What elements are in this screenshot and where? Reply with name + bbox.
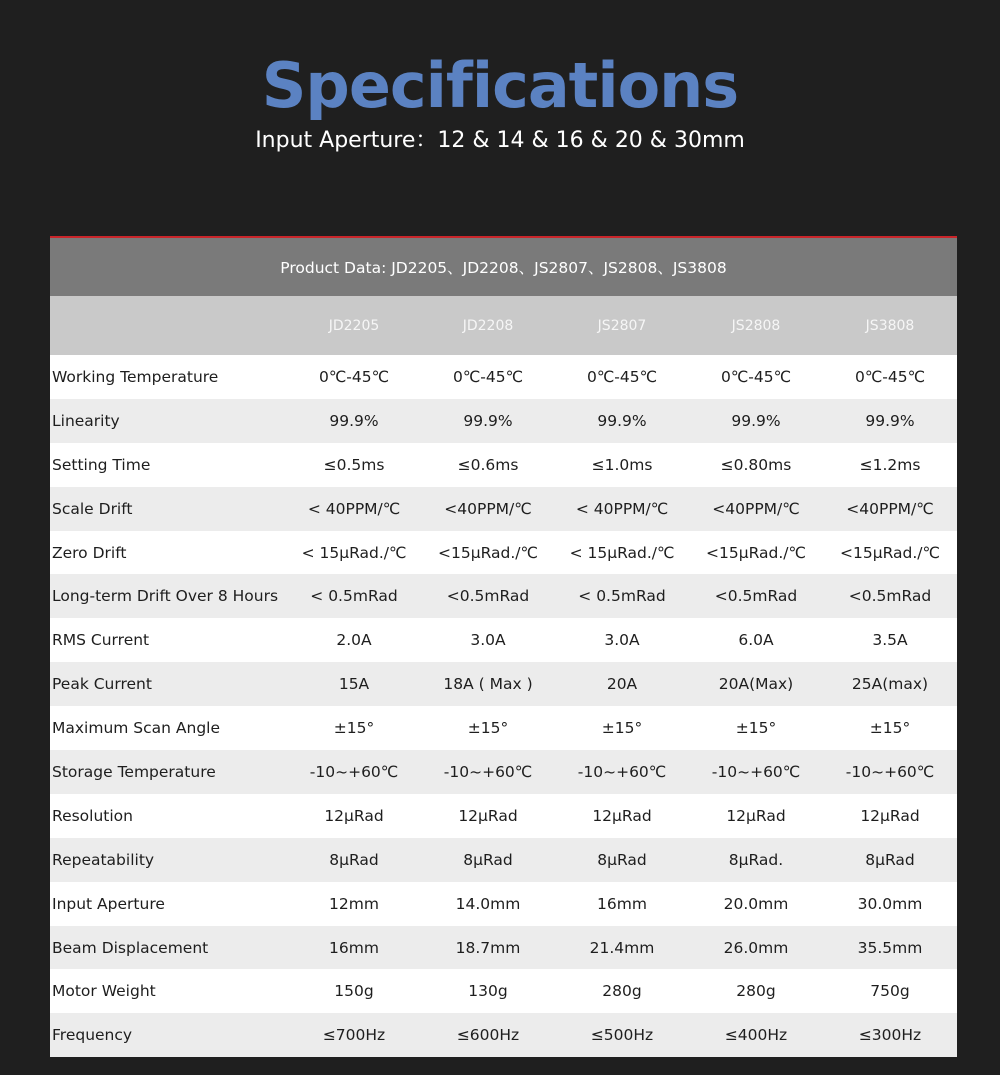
spec-table bbox=[50, 236, 957, 1057]
table-cell: 99.9% bbox=[865, 411, 915, 430]
table-cell: 8μRad bbox=[329, 850, 379, 869]
table-cell: 12μRad bbox=[726, 806, 786, 825]
table-cell: 0℃-45℃ bbox=[587, 367, 657, 386]
table-cell: 14.0mm bbox=[455, 894, 521, 913]
table-cell: 16mm bbox=[597, 894, 647, 913]
table-row bbox=[50, 838, 957, 882]
page-title: Specifications bbox=[261, 49, 739, 122]
table-cell: 99.9% bbox=[597, 411, 647, 430]
table-cell: 750g bbox=[870, 982, 910, 1001]
table-row bbox=[50, 443, 957, 487]
table-cell: -10~+60℃ bbox=[443, 762, 533, 781]
row-label: Repeatability bbox=[52, 850, 155, 869]
table-cell: -10~+60℃ bbox=[309, 762, 399, 781]
table-cell: ≤500Hz bbox=[590, 1026, 654, 1045]
row-label: Peak Current bbox=[52, 675, 152, 694]
table-cell: ≤1.2ms bbox=[859, 455, 921, 474]
table-body bbox=[50, 355, 957, 1057]
table-cell: 12mm bbox=[329, 894, 379, 913]
table-cell: 12μRad bbox=[324, 806, 384, 825]
table-cell: 8μRad bbox=[865, 850, 915, 869]
table-cell: < 0.5mRad bbox=[578, 587, 666, 606]
table-cell: 280g bbox=[736, 982, 776, 1001]
table-cell: 3.5A bbox=[872, 631, 908, 650]
table-cell: ±15° bbox=[601, 719, 643, 738]
table-row bbox=[50, 750, 957, 794]
table-row bbox=[50, 926, 957, 970]
table-cell: 8μRad bbox=[597, 850, 647, 869]
table-cell: <15μRad./℃ bbox=[840, 543, 940, 562]
table-row bbox=[50, 794, 957, 838]
row-label: Motor Weight bbox=[52, 982, 156, 1001]
table-cell: ±15° bbox=[333, 719, 375, 738]
header-blank-cell bbox=[50, 296, 287, 355]
table-cell: <40PPM/℃ bbox=[444, 499, 532, 518]
table-cell: < 15μRad./℃ bbox=[301, 543, 407, 562]
table-cell: ±15° bbox=[869, 719, 911, 738]
page-subtitle: Input Aperture：12 & 14 & 16 & 20 & 30mm bbox=[255, 128, 745, 153]
table-header-row bbox=[50, 296, 957, 355]
table-cell: -10~+60℃ bbox=[711, 762, 801, 781]
row-label: Maximum Scan Angle bbox=[52, 719, 221, 738]
table-row bbox=[50, 706, 957, 750]
table-cell: ±15° bbox=[735, 719, 777, 738]
row-label: RMS Current bbox=[52, 631, 150, 650]
table-cell: 99.9% bbox=[731, 411, 781, 430]
table-cell: 8μRad. bbox=[728, 850, 784, 869]
table-cell: 8μRad bbox=[463, 850, 513, 869]
table-cell: 280g bbox=[602, 982, 642, 1001]
table-row bbox=[50, 574, 957, 618]
table-cell: 12μRad bbox=[458, 806, 518, 825]
row-label: Resolution bbox=[52, 806, 133, 825]
table-cell: 16mm bbox=[329, 938, 379, 957]
table-cell: 12μRad bbox=[592, 806, 652, 825]
table-row bbox=[50, 882, 957, 926]
table-cell: ≤1.0ms bbox=[591, 455, 653, 474]
row-label: Long-term Drift Over 8 Hours bbox=[52, 587, 279, 606]
table-cell: 20A(Max) bbox=[718, 675, 794, 694]
table-cell: 35.5mm bbox=[857, 938, 923, 957]
column-header: JS3808 bbox=[865, 317, 915, 334]
table-row bbox=[50, 531, 957, 575]
table-cell: 20.0mm bbox=[723, 894, 789, 913]
table-row bbox=[50, 1013, 957, 1057]
row-label: Working Temperature bbox=[52, 367, 219, 386]
table-cell: ≤600Hz bbox=[456, 1026, 520, 1045]
column-header: JD2208 bbox=[462, 317, 514, 334]
table-cell: 25A(max) bbox=[851, 675, 929, 694]
row-label: Beam Displacement bbox=[52, 938, 209, 957]
row-label: Scale Drift bbox=[52, 499, 133, 518]
table-cell: 2.0A bbox=[336, 631, 372, 650]
table-cell: ≤700Hz bbox=[322, 1026, 386, 1045]
table-cell: <0.5mRad bbox=[714, 587, 798, 606]
table-cell: 6.0A bbox=[738, 631, 774, 650]
table-cell: 0℃-45℃ bbox=[721, 367, 791, 386]
table-cell: 99.9% bbox=[329, 411, 379, 430]
table-cell: 0℃-45℃ bbox=[319, 367, 389, 386]
table-row bbox=[50, 662, 957, 706]
table-cell: <0.5mRad bbox=[446, 587, 530, 606]
column-header: JS2807 bbox=[597, 317, 647, 334]
table-cell: 0℃-45℃ bbox=[453, 367, 523, 386]
table-cell: 99.9% bbox=[463, 411, 513, 430]
table-cell: < 40PPM/℃ bbox=[575, 499, 669, 518]
table-banner: Product Data: JD2205、JD2208、JS2807、JS2808、JS3808 bbox=[50, 238, 957, 296]
table-cell: <40PPM/℃ bbox=[846, 499, 934, 518]
table-cell: 18A ( Max ) bbox=[443, 675, 533, 694]
table-cell: 12μRad bbox=[860, 806, 920, 825]
table-cell: 150g bbox=[334, 982, 374, 1001]
table-cell: 26.0mm bbox=[723, 938, 789, 957]
table-cell: <15μRad./℃ bbox=[438, 543, 538, 562]
table-cell: < 0.5mRad bbox=[310, 587, 398, 606]
table-row bbox=[50, 487, 957, 531]
table-cell: 21.4mm bbox=[589, 938, 655, 957]
table-cell: -10~+60℃ bbox=[845, 762, 935, 781]
table-cell: ≤300Hz bbox=[858, 1026, 922, 1045]
table-cell: ≤0.80ms bbox=[720, 455, 792, 474]
table-row bbox=[50, 618, 957, 662]
table-cell: 18.7mm bbox=[455, 938, 521, 957]
column-header: JS2808 bbox=[731, 317, 781, 334]
table-cell: 30.0mm bbox=[857, 894, 923, 913]
table-cell: 3.0A bbox=[470, 631, 506, 650]
table-cell: <0.5mRad bbox=[848, 587, 932, 606]
table-cell: 130g bbox=[468, 982, 508, 1001]
table-cell: 20A bbox=[606, 675, 638, 694]
table-cell: 3.0A bbox=[604, 631, 640, 650]
table-row bbox=[50, 399, 957, 443]
row-label: Setting Time bbox=[52, 455, 151, 474]
table-cell: ≤0.5ms bbox=[323, 455, 385, 474]
row-label: Zero Drift bbox=[52, 543, 127, 562]
row-label: Input Aperture bbox=[52, 894, 165, 913]
table-cell: ≤400Hz bbox=[724, 1026, 788, 1045]
table-cell: 15A bbox=[338, 675, 370, 694]
row-label: Storage Temperature bbox=[52, 762, 216, 781]
row-label: Linearity bbox=[52, 411, 120, 430]
table-cell: -10~+60℃ bbox=[577, 762, 667, 781]
row-label: Frequency bbox=[52, 1026, 133, 1045]
table-cell: <40PPM/℃ bbox=[712, 499, 800, 518]
table-cell: ≤0.6ms bbox=[457, 455, 519, 474]
table-cell: <15μRad./℃ bbox=[706, 543, 806, 562]
table-cell: ±15° bbox=[467, 719, 509, 738]
column-header: JD2205 bbox=[328, 317, 380, 334]
table-cell: 0℃-45℃ bbox=[855, 367, 925, 386]
table-cell: < 40PPM/℃ bbox=[307, 499, 401, 518]
table-row bbox=[50, 969, 957, 1013]
table-row bbox=[50, 355, 957, 399]
table-cell: < 15μRad./℃ bbox=[569, 543, 675, 562]
